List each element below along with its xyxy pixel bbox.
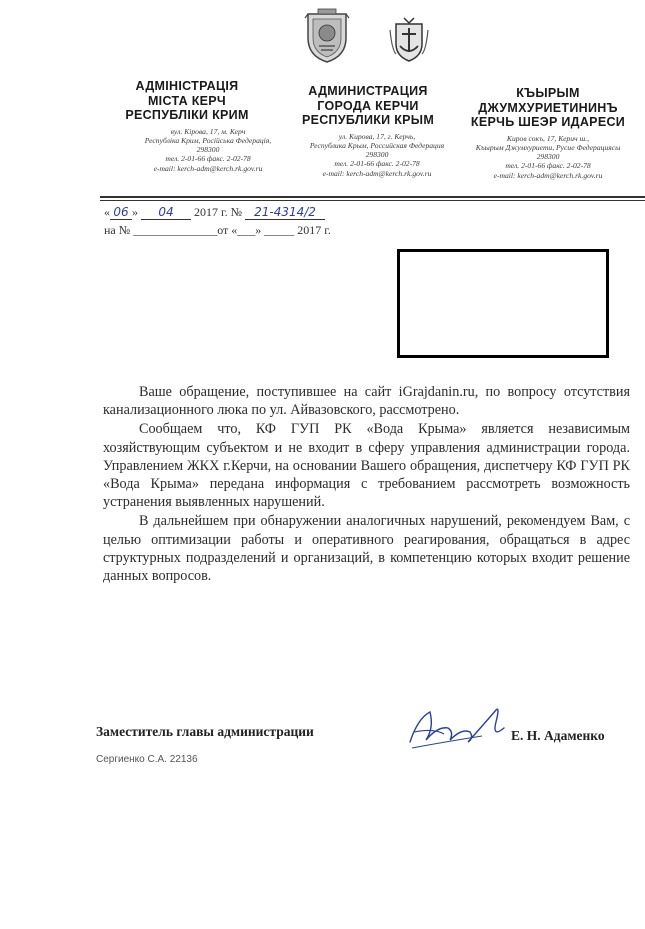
reference-line: на № ______________от «___» _____ 2017 г.	[104, 223, 331, 237]
org-line: ГОРОДА КЕРЧИ	[317, 98, 419, 113]
org-name-crt	[458, 86, 638, 130]
reg-day: 06	[110, 205, 132, 220]
addr-line: тел. 2-01-66 факс. 2-02-78	[165, 154, 251, 164]
addr-line: Республика Крым, Российская Федерация	[309, 140, 445, 150]
crimea-coat-of-arms-icon	[388, 16, 430, 64]
addr-line: e-mail: kerch-adm@kerch.rk.gov.ru	[493, 170, 603, 180]
org-name-ru	[282, 84, 454, 128]
org-address-crt	[458, 134, 638, 180]
addr-line: Къырым Джумхуриети, Русие Федерациясы	[475, 142, 621, 152]
signatory-title: Заместитель главы администрации	[96, 724, 314, 739]
body-paragraph: Сообщаем что, КФ ГУП РК «Вода Крыма» является независимым хозяйствующим субъектом и не входит в сферу управления администрации города. Управлением ЖКХ г.Керчи, на основании Вашего обращения, диспетчеру КФ ГУП РК «Вода Крыма» передана информация с требованием рассмотреть возможность устранения выявленных нарушений.	[103, 421, 630, 511]
reg-number: 21-4314/2	[245, 205, 325, 220]
header-org-ua	[102, 79, 272, 173]
executor-note: Сергиенко С.А. 22136	[96, 754, 198, 765]
org-line: РЕСПУБЛИКИ КРЫМ	[301, 113, 435, 127]
addr-line: e-mail: kerch-adm@kerch.rk.gov.ru	[322, 168, 432, 178]
org-line: АДМИНИСТРАЦИЯ	[308, 84, 428, 98]
addr-line: e-mail: kerch-adm@kerch.rk.gov.ru	[153, 163, 263, 173]
org-line: МІСТА КЕРЧ	[147, 93, 227, 108]
addr-line: Республіка Крим, Російська Федерація,	[144, 135, 272, 145]
org-line: АДМІНІСТРАЦІЯ	[135, 79, 239, 93]
outgoing-number-line: « 06 » 04 2017 г. № 21-4314/2	[104, 205, 325, 220]
header-divider	[100, 196, 645, 198]
reg-month: 04	[141, 205, 191, 220]
org-name-ua	[102, 79, 272, 123]
org-line: РЕСПУБЛІКИ КРИМ	[125, 108, 249, 122]
addr-line: тел. 2-01-66 факс. 2-02-78	[505, 161, 591, 171]
header-divider	[100, 200, 645, 201]
addressee-box	[397, 249, 609, 358]
org-line: КЪЫРЫМ	[516, 86, 580, 100]
letter-body	[103, 383, 630, 586]
addr-line: ул. Кирова, 17, г. Керчь,	[338, 131, 416, 141]
handwritten-signature-icon	[404, 698, 524, 758]
addr-line: 298300	[196, 145, 220, 155]
header-org-ru	[282, 84, 454, 178]
kerch-coat-of-arms-icon	[304, 8, 350, 64]
signatory-name: Е. Н. Адаменко	[511, 728, 605, 743]
addr-line: вул. Кірова, 17, м. Керч	[170, 126, 246, 136]
org-line: ДЖУМХУРИЕТИНИНЪ	[478, 100, 618, 115]
addr-line: 298300	[365, 150, 389, 160]
addr-line: 298300	[536, 152, 560, 162]
addr-line: тел. 2-01-66 факс. 2-02-78	[334, 159, 420, 169]
header-org-crt	[458, 86, 638, 180]
body-paragraph: В дальнейшем при обнаружении аналогичных нарушений, рекомендуем Вам, с целью оптимизации работы и оперативного реагирования, обращаться в адрес структурных подразделений и организаций, в компетенцию которых входит решение данных вопросов.	[103, 513, 630, 585]
org-line: КЕРЧЬ ШЕЭР ИДАРЕСИ	[470, 115, 626, 129]
org-address-ua	[144, 127, 272, 173]
body-paragraph: Ваше обращение, поступившее на сайт iGrajdanin.ru, по вопросу отсутствия канализационного люка по ул. Айвазовского, рассмотрено.	[103, 384, 630, 419]
reg-year: 2017 г. №	[194, 205, 243, 219]
org-address-ru	[300, 132, 454, 178]
addr-line: Киров сокъ, 17, Керич ш.,	[506, 133, 590, 143]
